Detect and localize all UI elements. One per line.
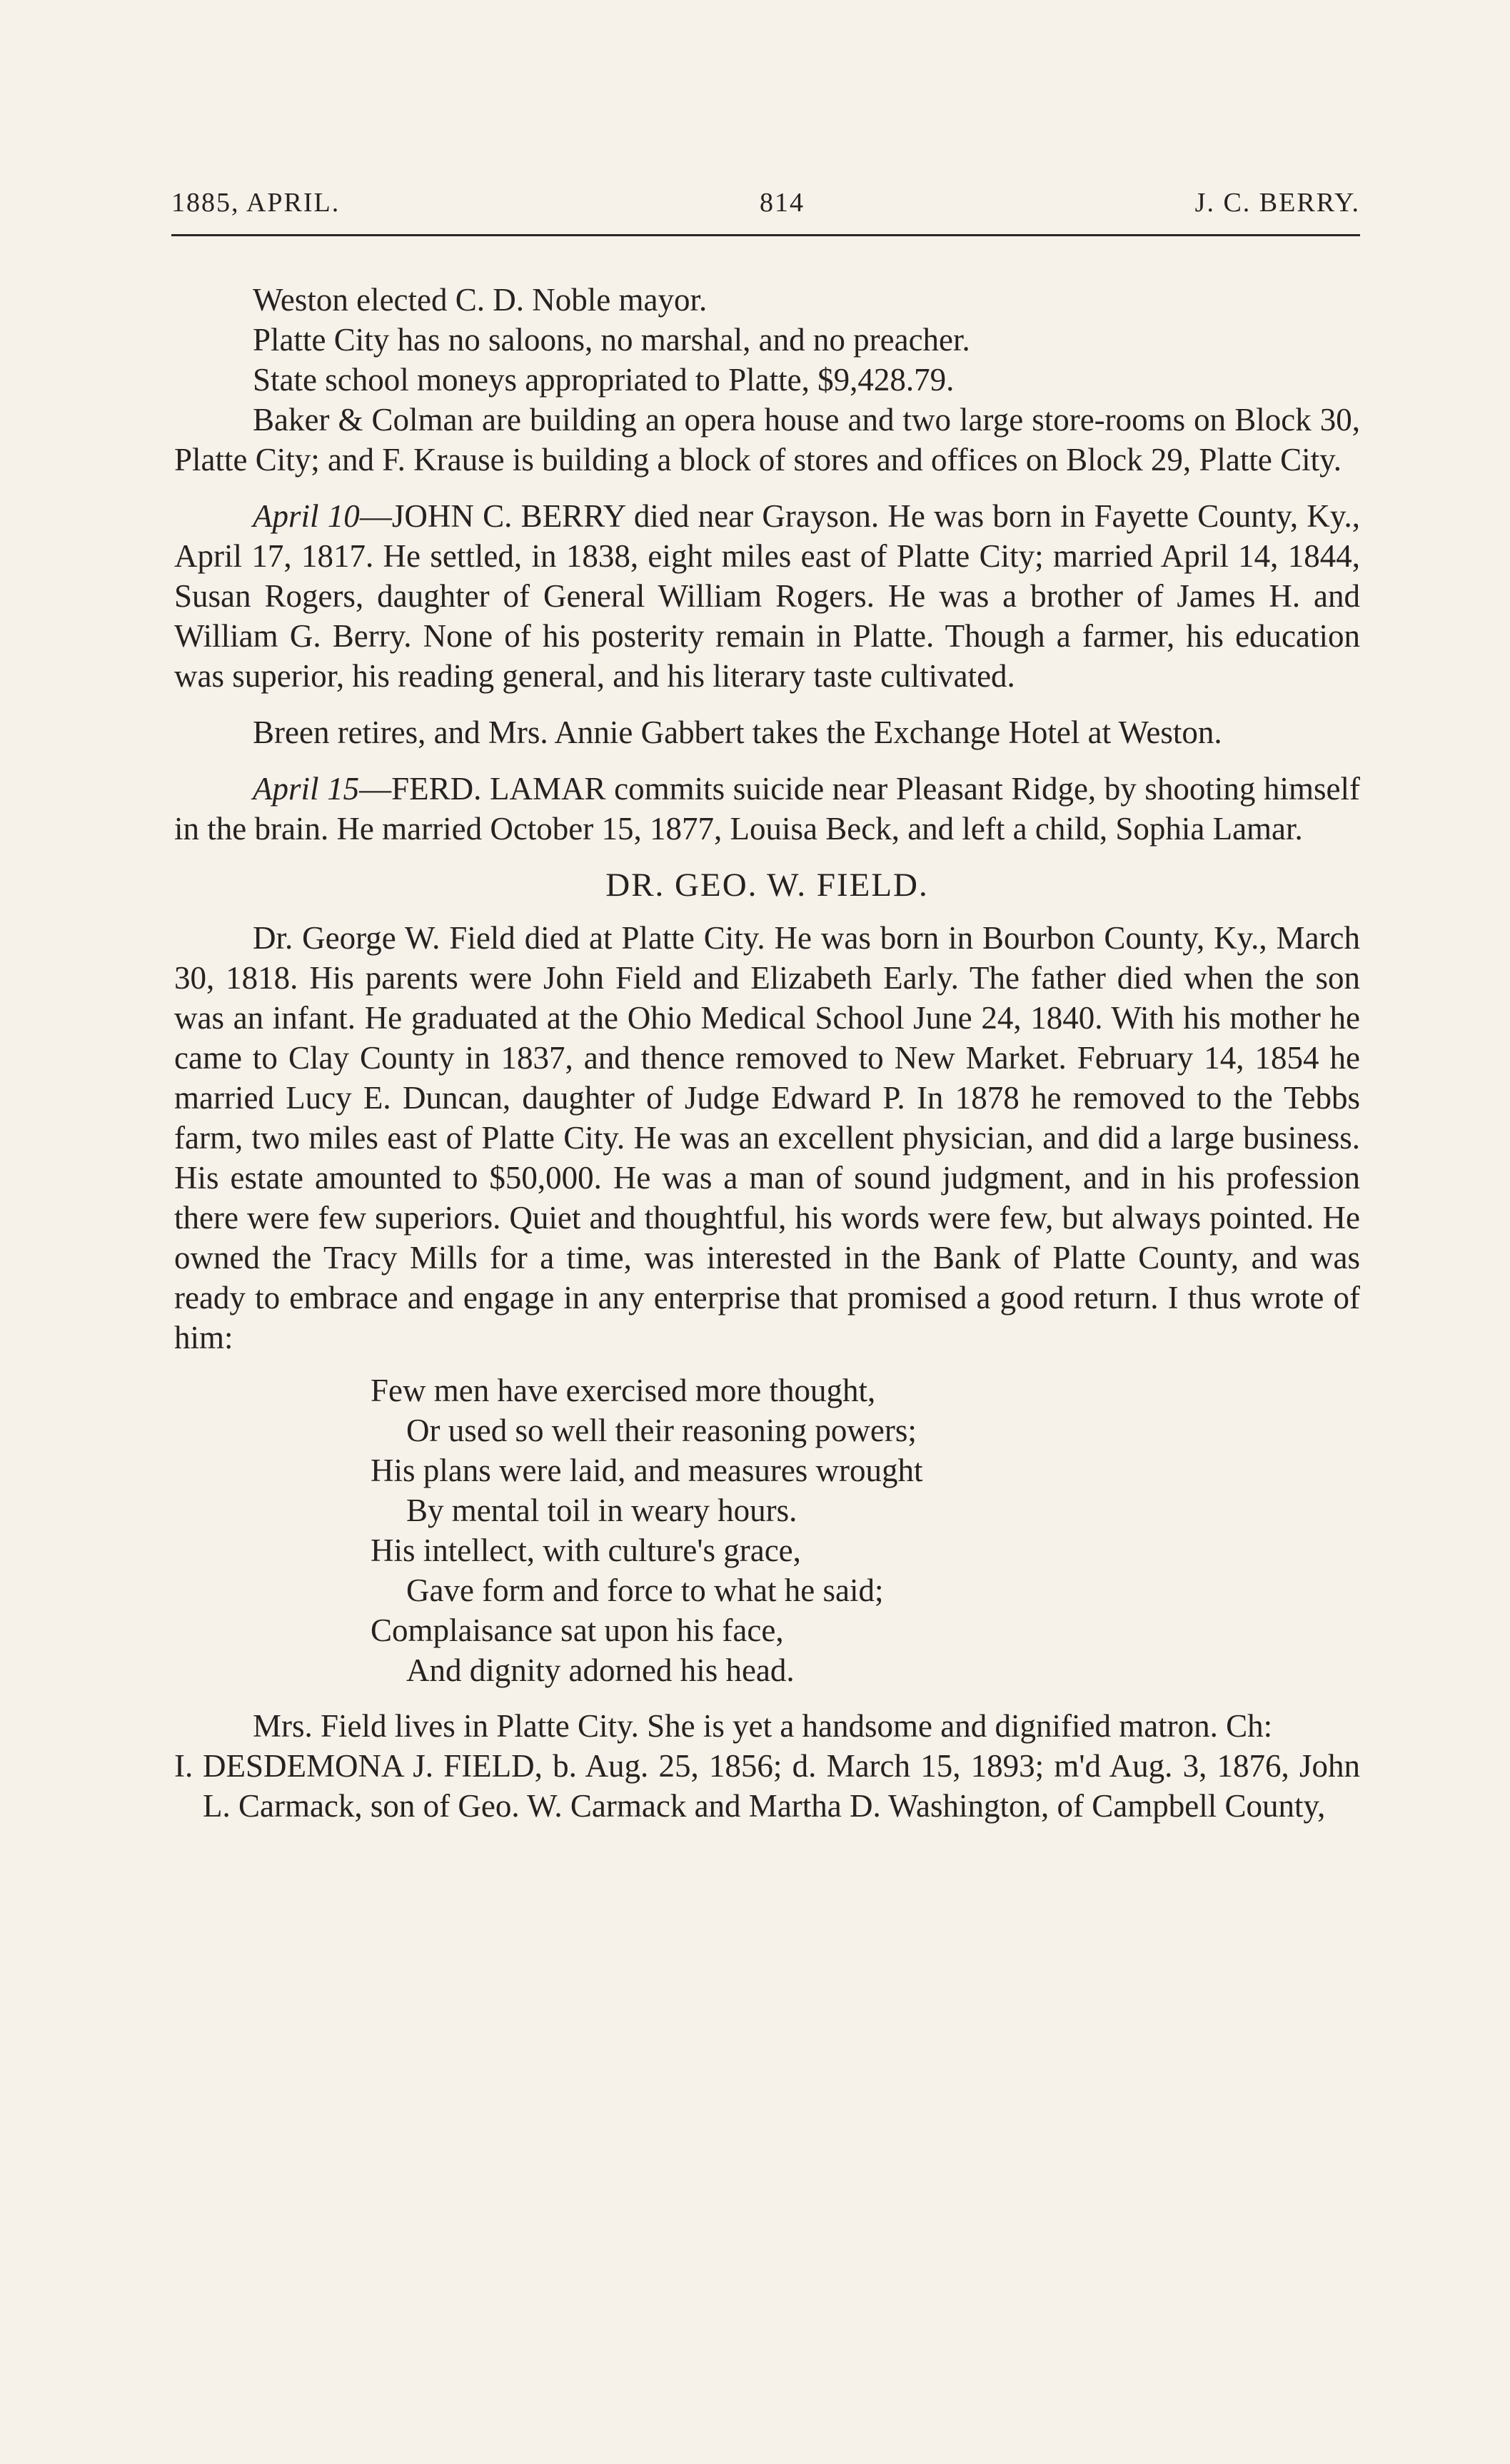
header-name: J. C. BERRY. <box>1194 188 1360 218</box>
paragraph-weston: Weston elected C. D. Noble mayor. <box>253 282 708 318</box>
entry-date: April 15 <box>253 771 360 807</box>
entry-text: —FERD. LAMAR commits suicide near Pleasant Ridge, by shooting himself in the brain. He married October 15, 1877, Louisa Beck, and left a child, Sophia Lamar. <box>174 771 1360 847</box>
page-number: 814 <box>760 188 805 218</box>
poem-line: His plans were laid, and measures wrought <box>371 1453 923 1488</box>
page-body <box>174 280 1360 1826</box>
poem-line: Gave form and force to what he said; <box>406 1572 884 1608</box>
section-title: DR. GEO. W. FIELD. <box>605 867 929 904</box>
paragraph-school-moneys: State school moneys appropriated to Platte, $9,428.79. <box>253 362 955 398</box>
poem-line: Or used so well their reasoning powers; <box>406 1413 917 1448</box>
entry-text: —JOHN C. BERRY died near Grayson. He was born in Fayette County, Ky., April 17, 1817. He settled, in 1838, eight miles east of Platte City; married April 14, 1844, Susan Rogers, daughter of General William Rogers. He was a brother of James H. and William G. Berry. None of his posterity remain in Platte. Though a farmer, his education was superior, his reading general, and his literary taste cultivated. <box>174 498 1360 694</box>
poem-line: Complaisance sat upon his face, <box>371 1612 784 1648</box>
list-item <box>174 1746 1360 1826</box>
entry-john-berry <box>174 496 1360 696</box>
paragraph-opera-house: Baker & Colman are building an opera house and two large store-rooms on Block 30, Platte City; and F. Krause is building a block of stores and offices on Block 29, Platte City. <box>174 402 1360 478</box>
poem <box>371 1370 1360 1690</box>
header-rule <box>171 234 1360 236</box>
poem-line: His intellect, with culture's grace, <box>371 1533 801 1568</box>
poem-line: By mental toil in weary hours. <box>406 1493 797 1528</box>
paragraph-field-biography: Dr. George W. Field died at Platte City. He was born in Bourbon County, Ky., March 30, 1818. His parents were John Field and Elizabeth Early. The father died when the son was an infant. He graduated at the Ohio Medical School June 24, 1840. With his mother he came to Clay County in 1837, and thence removed to New Market. February 14, 1854 he married Lucy E. Duncan, daughter of Judge Edward P. In 1878 he removed to the Tebbs farm, two miles east of Platte City. He was an excellent physician, and did a large business. His estate amounted to $50,000. He was a man of sound judgment, and in his profession there were few superiors. Quiet and thoughtful, his words were few, but always pointed. He owned the Tracy Mills for a time, was interested in the Bank of Platte County, and was ready to embrace and engage in any enterprise that promised a good return. I thus wrote of him: <box>174 920 1360 1355</box>
poem-line: Few men have exercised more thought, <box>371 1373 876 1408</box>
list-item-number: I. <box>174 1748 193 1784</box>
running-header <box>171 187 1360 230</box>
paragraph-exchange-hotel: Breen retires, and Mrs. Annie Gabbert takes the Exchange Hotel at Weston. <box>253 715 1222 750</box>
entry-date: April 10 <box>253 498 360 534</box>
header-date: 1885, APRIL. <box>171 188 341 218</box>
poem-line: And dignity adorned his head. <box>406 1652 795 1688</box>
paragraph-mrs-field: Mrs. Field lives in Platte City. She is yet a handsome and dignified matron. Ch: <box>253 1708 1273 1744</box>
children-list <box>174 1746 1360 1826</box>
entry-ferd-lamar <box>174 769 1360 849</box>
paragraph-saloons: Platte City has no saloons, no marshal, and no preacher. <box>253 322 970 358</box>
list-item-text: DESDEMONA J. FIELD, b. Aug. 25, 1856; d. March 15, 1893; m'd Aug. 3, 1876, John L. Carmack, son of Geo. W. Carmack and Martha D. Washington, of Campbell County, <box>203 1748 1360 1824</box>
